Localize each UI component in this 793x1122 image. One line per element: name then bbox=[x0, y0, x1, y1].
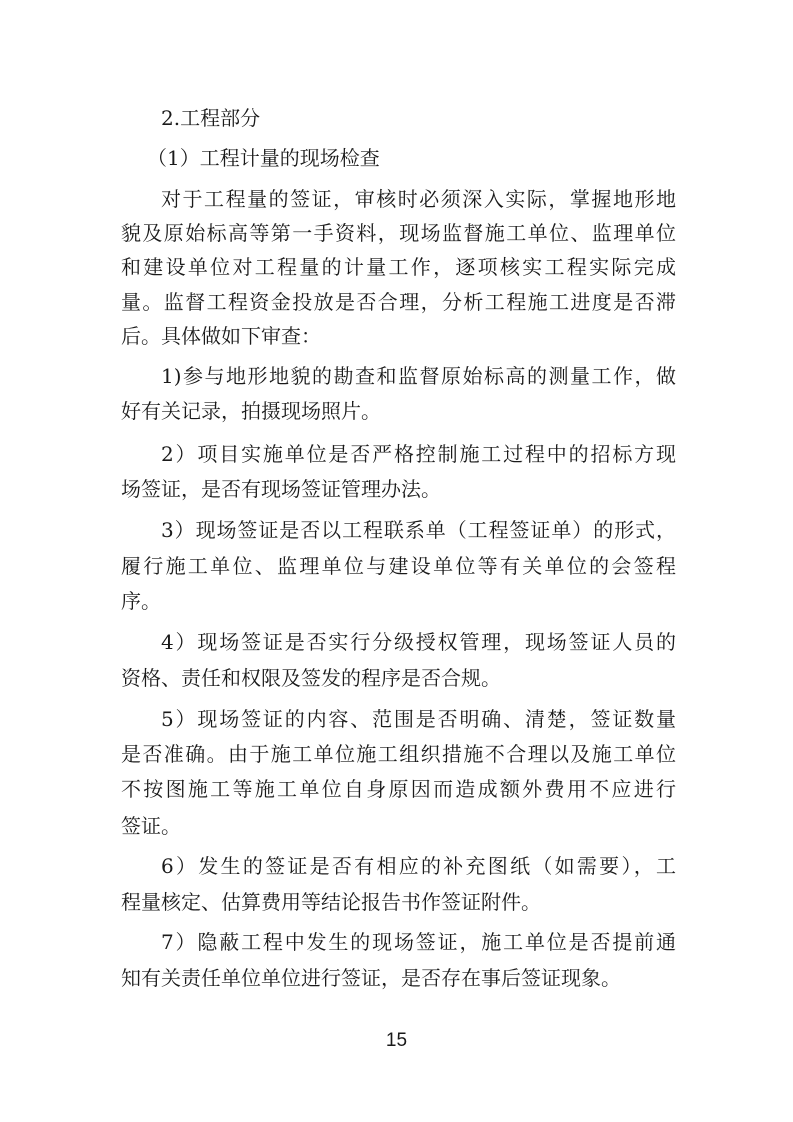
paragraph-line: 4）现场签证是否实行分级授权管理，现场签证人员的 bbox=[161, 630, 676, 654]
paragraph-line: 不按图施工等施工单位自身原因而造成额外费用不应进行 bbox=[121, 777, 676, 801]
paragraph-line: 序。 bbox=[121, 589, 161, 613]
paragraph-line: 好有关记录，拍摄现场照片。 bbox=[121, 399, 381, 423]
paragraph-line: 2）项目实施单位是否严格控制施工过程中的招标方现 bbox=[161, 442, 676, 466]
paragraph-line: 知有关责任单位单位进行签证，是否存在事后签证现象。 bbox=[121, 966, 621, 990]
paragraph-line: 3）现场签证是否以工程联系单（工程签证单）的形式， bbox=[161, 518, 676, 542]
paragraph-line: 7）隐蔽工程中发生的现场签证，施工单位是否提前通 bbox=[161, 930, 676, 954]
page-number: 15 bbox=[385, 1030, 408, 1051]
paragraph-line: 是否准确。由于施工单位施工组织措施不合理以及施工单位 bbox=[121, 742, 676, 766]
paragraph-line: 场签证，是否有现场签证管理办法。 bbox=[121, 477, 441, 501]
paragraph-line: 6）发生的签证是否有相应的补充图纸（如需要），工 bbox=[161, 854, 676, 878]
paragraph-line: 资格、责任和权限及签发的程序是否合规。 bbox=[121, 666, 501, 690]
paragraph-line: 量。监督工程资金投放是否合理，分析工程施工进度是否滞 bbox=[121, 290, 676, 314]
paragraph-line: 程量核定、估算费用等结论报告书作签证附件。 bbox=[121, 890, 541, 914]
section-heading: 2.工程部分 bbox=[161, 106, 261, 130]
paragraph-line: 5）现场签证的内容、范围是否明确、清楚，签证数量 bbox=[161, 707, 676, 731]
paragraph-line: 对于工程量的签证，审核时必须深入实际，掌握地形地 bbox=[161, 187, 676, 211]
paragraph-line: 签证。 bbox=[121, 814, 181, 838]
paragraph-line: 1)参与地形地貌的勘查和监督原始标高的测量工作，做 bbox=[161, 364, 676, 388]
paragraph-line: 履行施工单位、监理单位与建设单位等有关单位的会签程 bbox=[121, 554, 676, 578]
paragraph-line: 后。具体做如下审查： bbox=[121, 324, 321, 348]
subsection-heading: （1）工程计量的现场检查 bbox=[147, 146, 380, 170]
paragraph-line: 和建设单位对工程量的计量工作，逐项核实工程实际完成 bbox=[121, 255, 676, 279]
paragraph-line: 貌及原始标高等第一手资料，现场监督施工单位、监理单位 bbox=[121, 221, 676, 245]
